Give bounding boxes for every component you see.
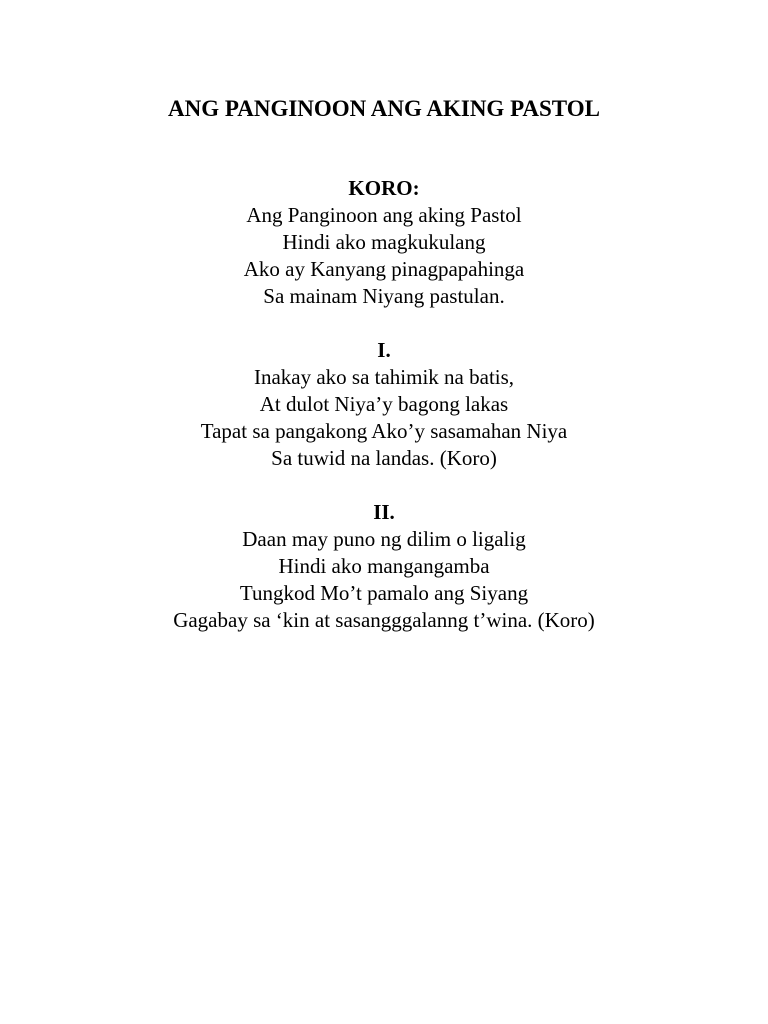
section-heading: II. xyxy=(373,500,395,524)
lyric-line: Inakay ako sa tahimik na batis, xyxy=(253,365,515,389)
page-title: ANG PANGINOON ANG AKING PASTOL xyxy=(168,96,600,121)
lyric-line: Sa mainam Niyang pastulan. xyxy=(263,284,505,308)
lyric-line: At dulot Niya’y bagong lakas xyxy=(259,392,509,416)
lyric-line: Gagabay sa ‘kin at sasangggalanng t’wina. (Koro) xyxy=(173,608,595,632)
lyric-line: Ako ay Kanyang pinagpapahinga xyxy=(243,257,525,281)
lyric-line: Daan may puno ng dilim o ligalig xyxy=(242,527,526,551)
section-koro xyxy=(0,174,768,310)
section-heading: I. xyxy=(377,338,391,362)
lyric-line: Ang Panginoon ang aking Pastol xyxy=(246,203,522,227)
section-heading: KORO: xyxy=(348,176,420,200)
lyric-line: Tapat sa pangakong Ako’y sasamahan Niya xyxy=(200,419,568,443)
section-verse-1 xyxy=(0,336,768,472)
lyric-line: Sa tuwid na landas. (Koro) xyxy=(271,446,497,470)
lyric-line: Hindi ako magkukulang xyxy=(282,230,486,254)
lyric-line: Tungkod Mo’t pamalo ang Siyang xyxy=(239,581,529,605)
lyric-line: Hindi ako mangangamba xyxy=(278,554,490,578)
section-verse-2 xyxy=(0,498,768,634)
